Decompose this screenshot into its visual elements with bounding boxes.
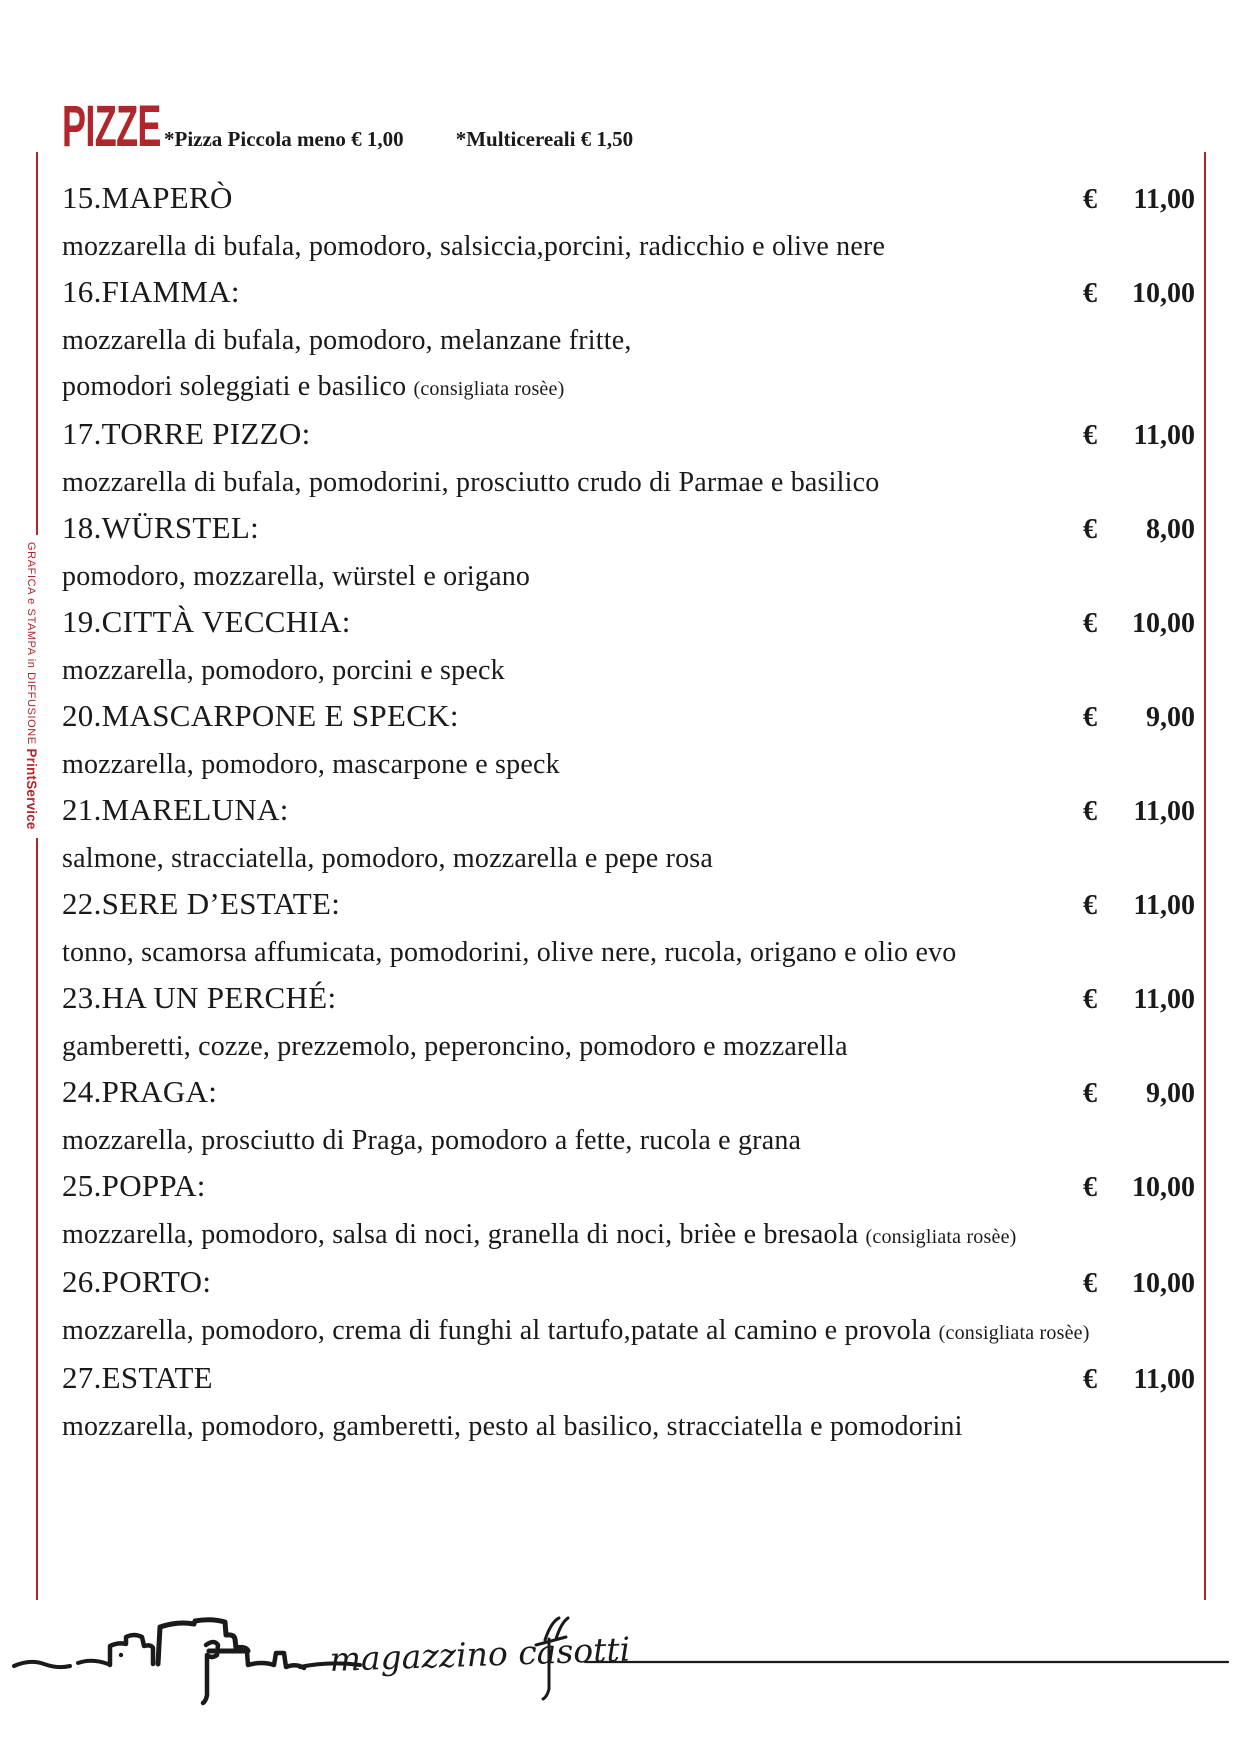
item-price: 11,00 [1133, 184, 1195, 215]
item-description-line [62, 364, 1195, 412]
item-name: FIAMMA: [101, 274, 240, 309]
item-description-text: mozzarella, prosciutto di Praga, pomodoro a fette, rucola e grana [62, 1125, 802, 1156]
menu-item [62, 790, 1195, 882]
item-name: WÜRSTEL: [101, 510, 260, 545]
menu-item [62, 602, 1195, 694]
item-number: 15. [62, 180, 102, 215]
item-number: 17. [62, 416, 102, 451]
item-description-line [62, 1024, 1195, 1070]
footer-artwork [0, 1595, 1241, 1725]
item-price-group [1083, 1360, 1195, 1400]
item-description-note: (consigliata rosèe) [865, 1226, 1017, 1248]
item-description-text: mozzarella, pomodoro, crema di funghi al tartufo,patate al camino e provola [62, 1315, 939, 1346]
item-description-text: mozzarella di bufala, pomodorini, prosciutto crudo di Parmae e basilico [62, 467, 880, 498]
item-descriptions [62, 836, 1195, 882]
item-title [62, 272, 240, 312]
menu-item [62, 1262, 1195, 1356]
item-title [62, 884, 340, 924]
item-price-group [1083, 980, 1195, 1020]
item-number: 24. [62, 1074, 102, 1109]
item-number: 16. [62, 274, 102, 309]
item-description-line [62, 318, 1195, 364]
item-price-group [1083, 886, 1195, 926]
item-price: 11,00 [1133, 890, 1195, 921]
item-description-line [62, 1118, 1195, 1164]
item-price-group [1083, 1264, 1195, 1304]
item-description-text: salmone, stracciatella, pomodoro, mozzarella e pepe rosa [62, 843, 714, 874]
item-title [62, 1262, 211, 1302]
footer-logo-text: magazzino casotti [328, 1629, 631, 1679]
print-credit [24, 542, 39, 830]
item-price-group [1083, 180, 1195, 220]
item-number: 21. [62, 792, 102, 827]
item-price: 10,00 [1132, 1268, 1195, 1299]
currency-symbol: € [1083, 608, 1097, 639]
item-descriptions [62, 930, 1195, 976]
item-description-text: gamberetti, cozze, prezzemolo, peperoncino, pomodoro e mozzarella [62, 1031, 848, 1062]
item-name: CITTÀ VECCHIA: [101, 604, 351, 639]
item-title [62, 414, 311, 454]
item-description-text: mozzarella di bufala, pomodoro, melanzane fritte, [62, 325, 632, 356]
menu-item [62, 696, 1195, 788]
item-title [62, 1166, 206, 1206]
menu-item [62, 414, 1195, 506]
currency-symbol: € [1083, 1364, 1097, 1395]
item-description-line [62, 930, 1195, 976]
item-number: 22. [62, 886, 102, 921]
page-title: PIZZE [62, 94, 161, 159]
currency-symbol: € [1083, 984, 1097, 1015]
item-name: TORRE PIZZO: [101, 416, 311, 451]
item-name: MASCARPONE E SPECK: [101, 698, 459, 733]
item-title [62, 178, 233, 218]
item-price-group [1083, 698, 1195, 738]
item-name: MARELUNA: [101, 792, 289, 827]
item-description-note: (consigliata rosèe) [413, 378, 565, 400]
currency-symbol: € [1083, 278, 1097, 309]
item-title [62, 1072, 217, 1112]
item-number: 25. [62, 1168, 102, 1203]
item-descriptions [62, 554, 1195, 600]
right-red-rule [1204, 152, 1206, 1600]
item-descriptions [62, 318, 1195, 412]
menu-item [62, 1358, 1195, 1450]
item-descriptions [62, 1212, 1195, 1260]
menu-item [62, 1166, 1195, 1260]
item-descriptions [62, 460, 1195, 506]
item-price: 11,00 [1133, 420, 1195, 451]
item-price: 8,00 [1146, 514, 1195, 545]
item-description-line [62, 836, 1195, 882]
item-name: PORTO: [101, 1264, 212, 1299]
item-price-group [1083, 1168, 1195, 1208]
item-description-line [62, 1212, 1195, 1260]
item-description-text: mozzarella, pomodoro, porcini e speck [62, 655, 505, 686]
currency-symbol: € [1083, 1172, 1097, 1203]
currency-symbol: € [1083, 1078, 1097, 1109]
item-description-text: pomodoro, mozzarella, würstel e origano [62, 561, 531, 592]
currency-symbol: € [1083, 796, 1097, 827]
item-description-line [62, 554, 1195, 600]
item-description-text: mozzarella, pomodoro, gamberetti, pesto al basilico, stracciatella e pomodorini [62, 1411, 963, 1442]
item-description-line [62, 224, 1195, 270]
item-description-line [62, 1308, 1195, 1356]
item-price: 11,00 [1133, 984, 1195, 1015]
item-descriptions [62, 1024, 1195, 1070]
item-name: SERE D’ESTATE: [101, 886, 341, 921]
item-number: 19. [62, 604, 102, 639]
item-description-text: pomodori soleggiati e basilico [62, 371, 414, 402]
menu-item [62, 884, 1195, 976]
currency-symbol: € [1083, 702, 1097, 733]
print-credit-brand: PrintService [24, 748, 39, 830]
item-description-note: (consigliata rosèe) [938, 1322, 1090, 1344]
left-red-rule-bottom [36, 838, 38, 1600]
item-description-text: tonno, scamorsa affumicata, pomodorini, olive nere, rucola, origano e olio evo [62, 937, 957, 968]
item-price-group [1083, 274, 1195, 314]
item-name: ESTATE [101, 1360, 213, 1395]
item-number: 27. [62, 1360, 102, 1395]
header-note-pizza-piccola: *Pizza Piccola meno € 1,00 [164, 127, 404, 151]
currency-symbol: € [1083, 1268, 1097, 1299]
item-description-line [62, 742, 1195, 788]
left-red-rule-top [36, 152, 38, 535]
item-title [62, 978, 336, 1018]
item-descriptions [62, 1118, 1195, 1164]
print-credit-text: GRAFICA e STAMPA in DIFFUSIONE [25, 542, 37, 749]
item-number: 26. [62, 1264, 102, 1299]
item-description-text: mozzarella, pomodoro, mascarpone e speck [62, 749, 560, 780]
item-title [62, 1358, 213, 1398]
item-description-text: mozzarella, pomodoro, salsa di noci, granella di noci, brièe e bresaola [62, 1219, 866, 1250]
item-price: 10,00 [1132, 1172, 1195, 1203]
menu-item [62, 508, 1195, 600]
item-price-group [1083, 792, 1195, 832]
item-price: 10,00 [1132, 608, 1195, 639]
item-descriptions [62, 742, 1195, 788]
item-price: 11,00 [1133, 1364, 1195, 1395]
item-price: 10,00 [1132, 278, 1195, 309]
item-price: 11,00 [1133, 796, 1195, 827]
menu-item [62, 272, 1195, 412]
item-number: 18. [62, 510, 102, 545]
item-price-group [1083, 1074, 1195, 1114]
item-title [62, 696, 459, 736]
menu-item [62, 1072, 1195, 1164]
item-price-group [1083, 604, 1195, 644]
item-descriptions [62, 224, 1195, 270]
item-name: HA UN PERCHÉ: [101, 980, 337, 1015]
item-price: 9,00 [1146, 702, 1195, 733]
header-note-multicereali: *Multicereali € 1,50 [455, 127, 634, 151]
currency-symbol: € [1083, 890, 1097, 921]
item-descriptions [62, 1308, 1195, 1356]
menu-item [62, 978, 1195, 1070]
item-number: 23. [62, 980, 102, 1015]
item-name: MAPERÒ [101, 180, 233, 215]
menu-item [62, 178, 1195, 270]
currency-symbol: € [1083, 184, 1097, 215]
item-title [62, 508, 259, 548]
item-description-line [62, 648, 1195, 694]
item-price-group [1083, 510, 1195, 550]
item-name: PRAGA: [101, 1074, 218, 1109]
currency-symbol: € [1083, 514, 1097, 545]
item-price-group [1083, 416, 1195, 456]
item-descriptions [62, 1404, 1195, 1450]
menu-list [62, 178, 1195, 1452]
item-description-line [62, 460, 1195, 506]
item-title [62, 602, 351, 642]
item-name: POPPA: [101, 1168, 206, 1203]
item-price: 9,00 [1146, 1078, 1195, 1109]
item-description-line [62, 1404, 1195, 1450]
currency-symbol: € [1083, 420, 1097, 451]
header [62, 94, 634, 159]
item-descriptions [62, 648, 1195, 694]
item-description-text: mozzarella di bufala, pomodoro, salsiccia,porcini, radicchio e olive nere [62, 231, 886, 262]
item-number: 20. [62, 698, 102, 733]
item-title [62, 790, 289, 830]
